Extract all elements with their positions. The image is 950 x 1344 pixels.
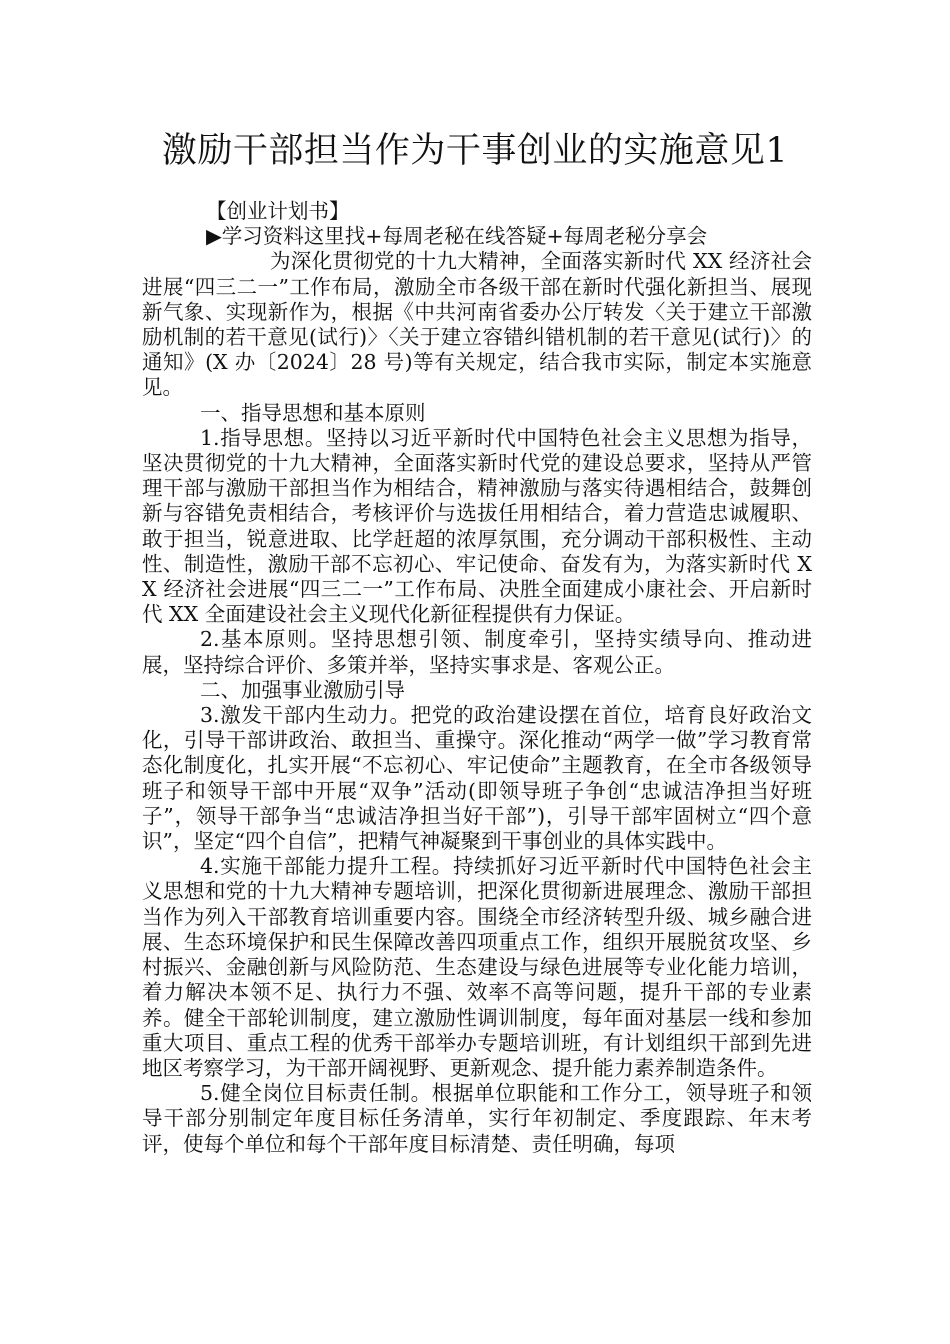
section-heading-2: 二、加强事业激励引导 (200, 677, 405, 702)
paragraph-item-3: 3.激发干部内生动力。把党的政治建设摆在首位，培育良好政治文化，引导干部讲政治、敢担当、重操守。深化推动“两学一做”学习教育常态化制度化，扎实开展“不忘初心、牢记使命”主题教育，在全市各级领导班子和领导干部中开展“双争”活动(即领导班子争创“忠诚洁净担当好班子”，领导干部争当“忠诚洁净担当好干部”)，引导干部牢固树立“四个意识”，坚定“四个自信”，把精气神凝聚到干事创业的具体实践中。 (142, 703, 812, 854)
paragraph-item-4: 4.实施干部能力提升工程。持续抓好习近平新时代中国特色社会主义思想和党的十九大精神专题培训，把深化贯彻新进展理念、激励干部担当作为列入干部教育培训重要内容。围绕全市经济转型升级、城乡融合进展、生态环境保护和民生保障改善四项重点工作，组织开展脱贫攻坚、乡村振兴、金融创新与风险防范、生态建设与绿色进展等专业化能力培训，着力解决本领不足、执行力不强、效率不高等问题，提升干部的专业素养。健全干部轮训制度，建立激励性调训制度，每年面对基层一线和参加重大项目、重点工程的优秀干部举办专题培训班，有计划组织干部到先进地区考察学习，为干部开阔视野、更新观念、提升能力素养制造条件。 (142, 854, 812, 1080)
document-body (142, 199, 812, 1157)
intro-paragraph: 为深化贯彻党的十九大精神，全面落实新时代 XX 经济社会进展“四三二一”工作布局，激励全市各级干部在新时代强化新担当、展现新气象、实现新作为，根据《中共河南省委办公厅转发〈关于建立干部激励机制的若干意见(试行)〉〈关于建立容错纠错机制的若干意见(试行)〉的通知》(X 办〔2024〕28 号)等有关规定，结合我市实际，制定本实施意见。 (142, 249, 812, 400)
promo-line[interactable]: ▶学习资料这里找+每周老秘在线答疑+每周老秘分享会 (206, 224, 708, 249)
document-title: 激励干部担当作为干事创业的实施意见1 (161, 131, 789, 171)
paragraph-item-2: 2.基本原则。坚持思想引领、制度牵引，坚持实绩导向、推动进展，坚持综合评价、多策并举，坚持实事求是、客观公正。 (142, 627, 812, 677)
tag-line: 【创业计划书】 (206, 199, 350, 223)
section-heading-1: 一、指导思想和基本原则 (200, 400, 426, 425)
paragraph-item-1: 1.指导思想。坚持以习近平新时代中国特色社会主义思想为指导，坚决贯彻党的十九大精神，全面落实新时代党的建设总要求，坚持从严管理干部与激励干部担当作为相结合，精神激励与落实待遇相结合，鼓舞创新与容错免责相结合，考核评价与选拔任用相结合，着力营造忠诚履职、敢于担当，锐意进取、比学赶超的浓厚氛围，充分调动干部积极性、主动性、制造性，激励干部不忘初心、牢记使命、奋发有为，为落实新时代 XX 经济社会进展“四三二一”工作布局、决胜全面建成小康社会、开启新时代 XX 全面建设社会主义现代化新征程提供有力保证。 (142, 425, 812, 627)
paragraph-item-5: 5.健全岗位目标责任制。根据单位职能和工作分工，领导班子和领导干部分别制定年度目标任务清单，实行年初制定、季度跟踪、年末考评，使每个单位和每个干部年度目标清楚、责任明确，每项 (142, 1081, 812, 1156)
